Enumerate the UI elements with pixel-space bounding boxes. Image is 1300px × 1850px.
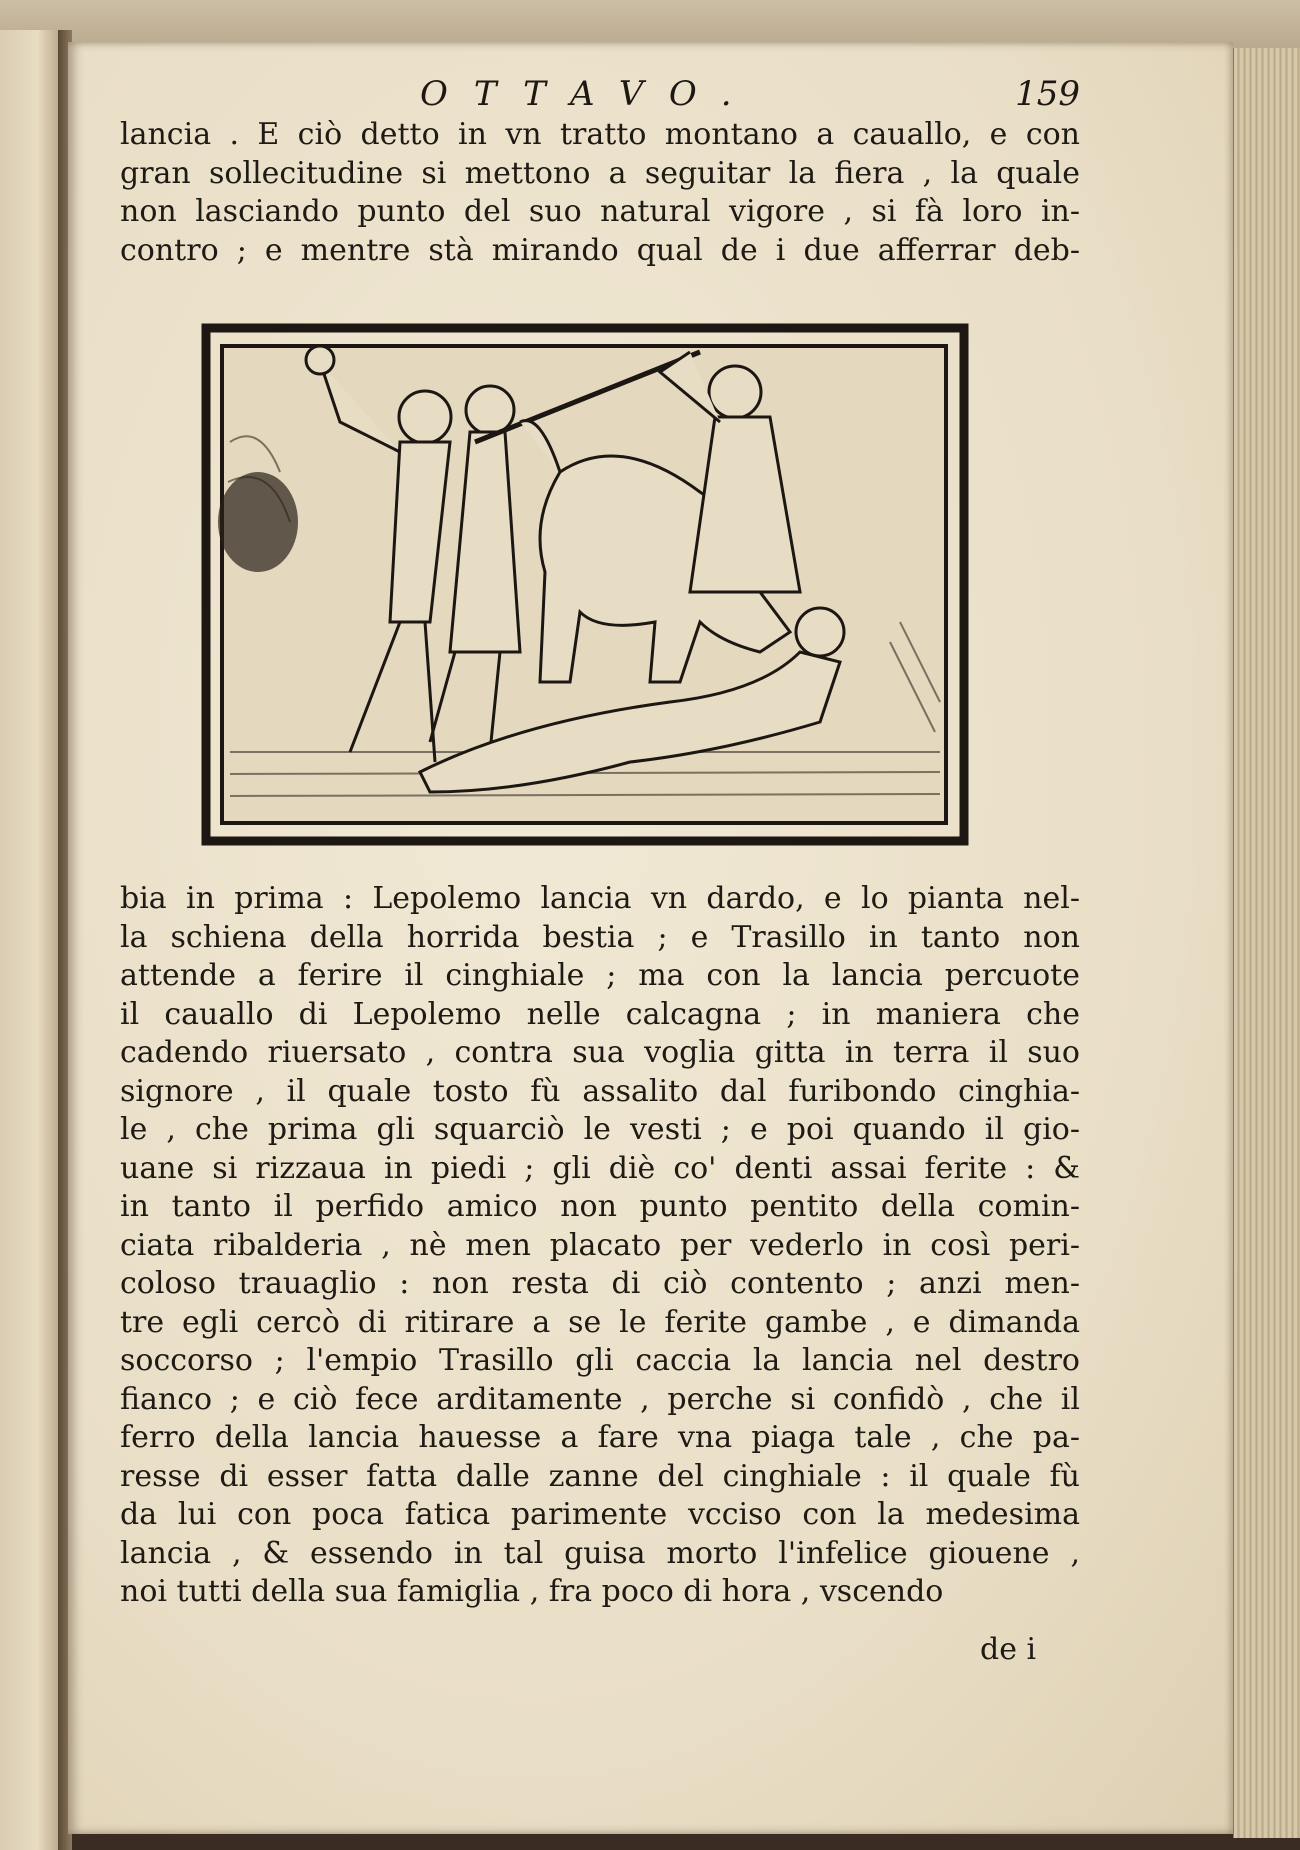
text-line: fianco ; e ciò fece arditamente , perche si confidò , che il	[120, 1381, 1080, 1417]
text-line: resse di esser fatta dalle zanne del cinghiale : il quale fù	[120, 1458, 1080, 1494]
page-header	[120, 74, 1080, 118]
running-title: OTTAVO.	[420, 74, 758, 114]
page-fore-edge	[1233, 48, 1300, 1838]
facing-page-edge	[0, 30, 64, 1850]
text-line: noi tutti della sua famiglia , fra poco di hora , vscendo	[120, 1574, 944, 1609]
text-line: lancia , & essendo in tal guisa morto l'infelice giouene ,	[120, 1535, 1080, 1571]
text-line: cadendo riuersato , contra sua voglia gitta in terra il suo	[120, 1035, 1080, 1070]
text-line: in tanto il perfido amico non punto pentito della comin-	[120, 1189, 1080, 1224]
text-line: signore , il quale tosto fù assalito dal furibondo cinghia-	[120, 1073, 1080, 1109]
text-line: bia in prima : Lepolemo lancia vn dardo, e lo pianta nel-	[120, 881, 1080, 916]
text-line: le , che prima gli squarciò le vesti ; e poi quando il gio-	[120, 1112, 1080, 1147]
text-line: la schiena della horrida bestia ; e Trasillo in tanto non	[120, 919, 1080, 955]
book-top-edge	[0, 0, 1300, 48]
page-number: 159	[1015, 74, 1080, 114]
text-block-top	[120, 116, 1080, 270]
text-block-bottom	[120, 880, 1080, 1612]
text-line: il cauallo di Lepolemo nelle calcagna ; in maniera che	[120, 996, 1080, 1032]
text-line: ferro della lancia hauesse a fare vna piaga tale , che pa-	[120, 1420, 1080, 1455]
text-line: coloso trauaglio : non resta di ciò contento ; anzi men-	[120, 1266, 1080, 1301]
text-line: lancia . E ciò detto in vn tratto montano a cauallo, e con	[120, 117, 1080, 152]
text-line: attende a ferire il cinghiale ; ma con la lancia percuote	[120, 958, 1080, 993]
text-line: contro ; e mentre stà mirando qual de i due afferrar deb-	[120, 232, 1080, 268]
text-line: ciata ribalderia , nè men placato per vederlo in così peri-	[120, 1227, 1080, 1263]
catchword: de i	[980, 1632, 1037, 1667]
text-line: non lasciando punto del suo natural vigore , si fà loro in-	[120, 194, 1080, 229]
woodcut-illustration	[200, 322, 970, 847]
text-line: gran sollecitudine si mettono a seguitar la fiera , la quale	[120, 155, 1080, 191]
text-line: uane si rizzaua in piedi ; gli diè co' denti assai ferite : &	[120, 1150, 1080, 1186]
text-line: da lui con poca fatica parimente vcciso con la medesima	[120, 1497, 1080, 1532]
text-line: soccorso ; l'empio Trasillo gli caccia la lancia nel destro	[120, 1343, 1080, 1378]
bush-left	[218, 472, 298, 572]
text-line: tre egli cercò di ritirare a se le ferite gambe , e dimanda	[120, 1304, 1080, 1340]
